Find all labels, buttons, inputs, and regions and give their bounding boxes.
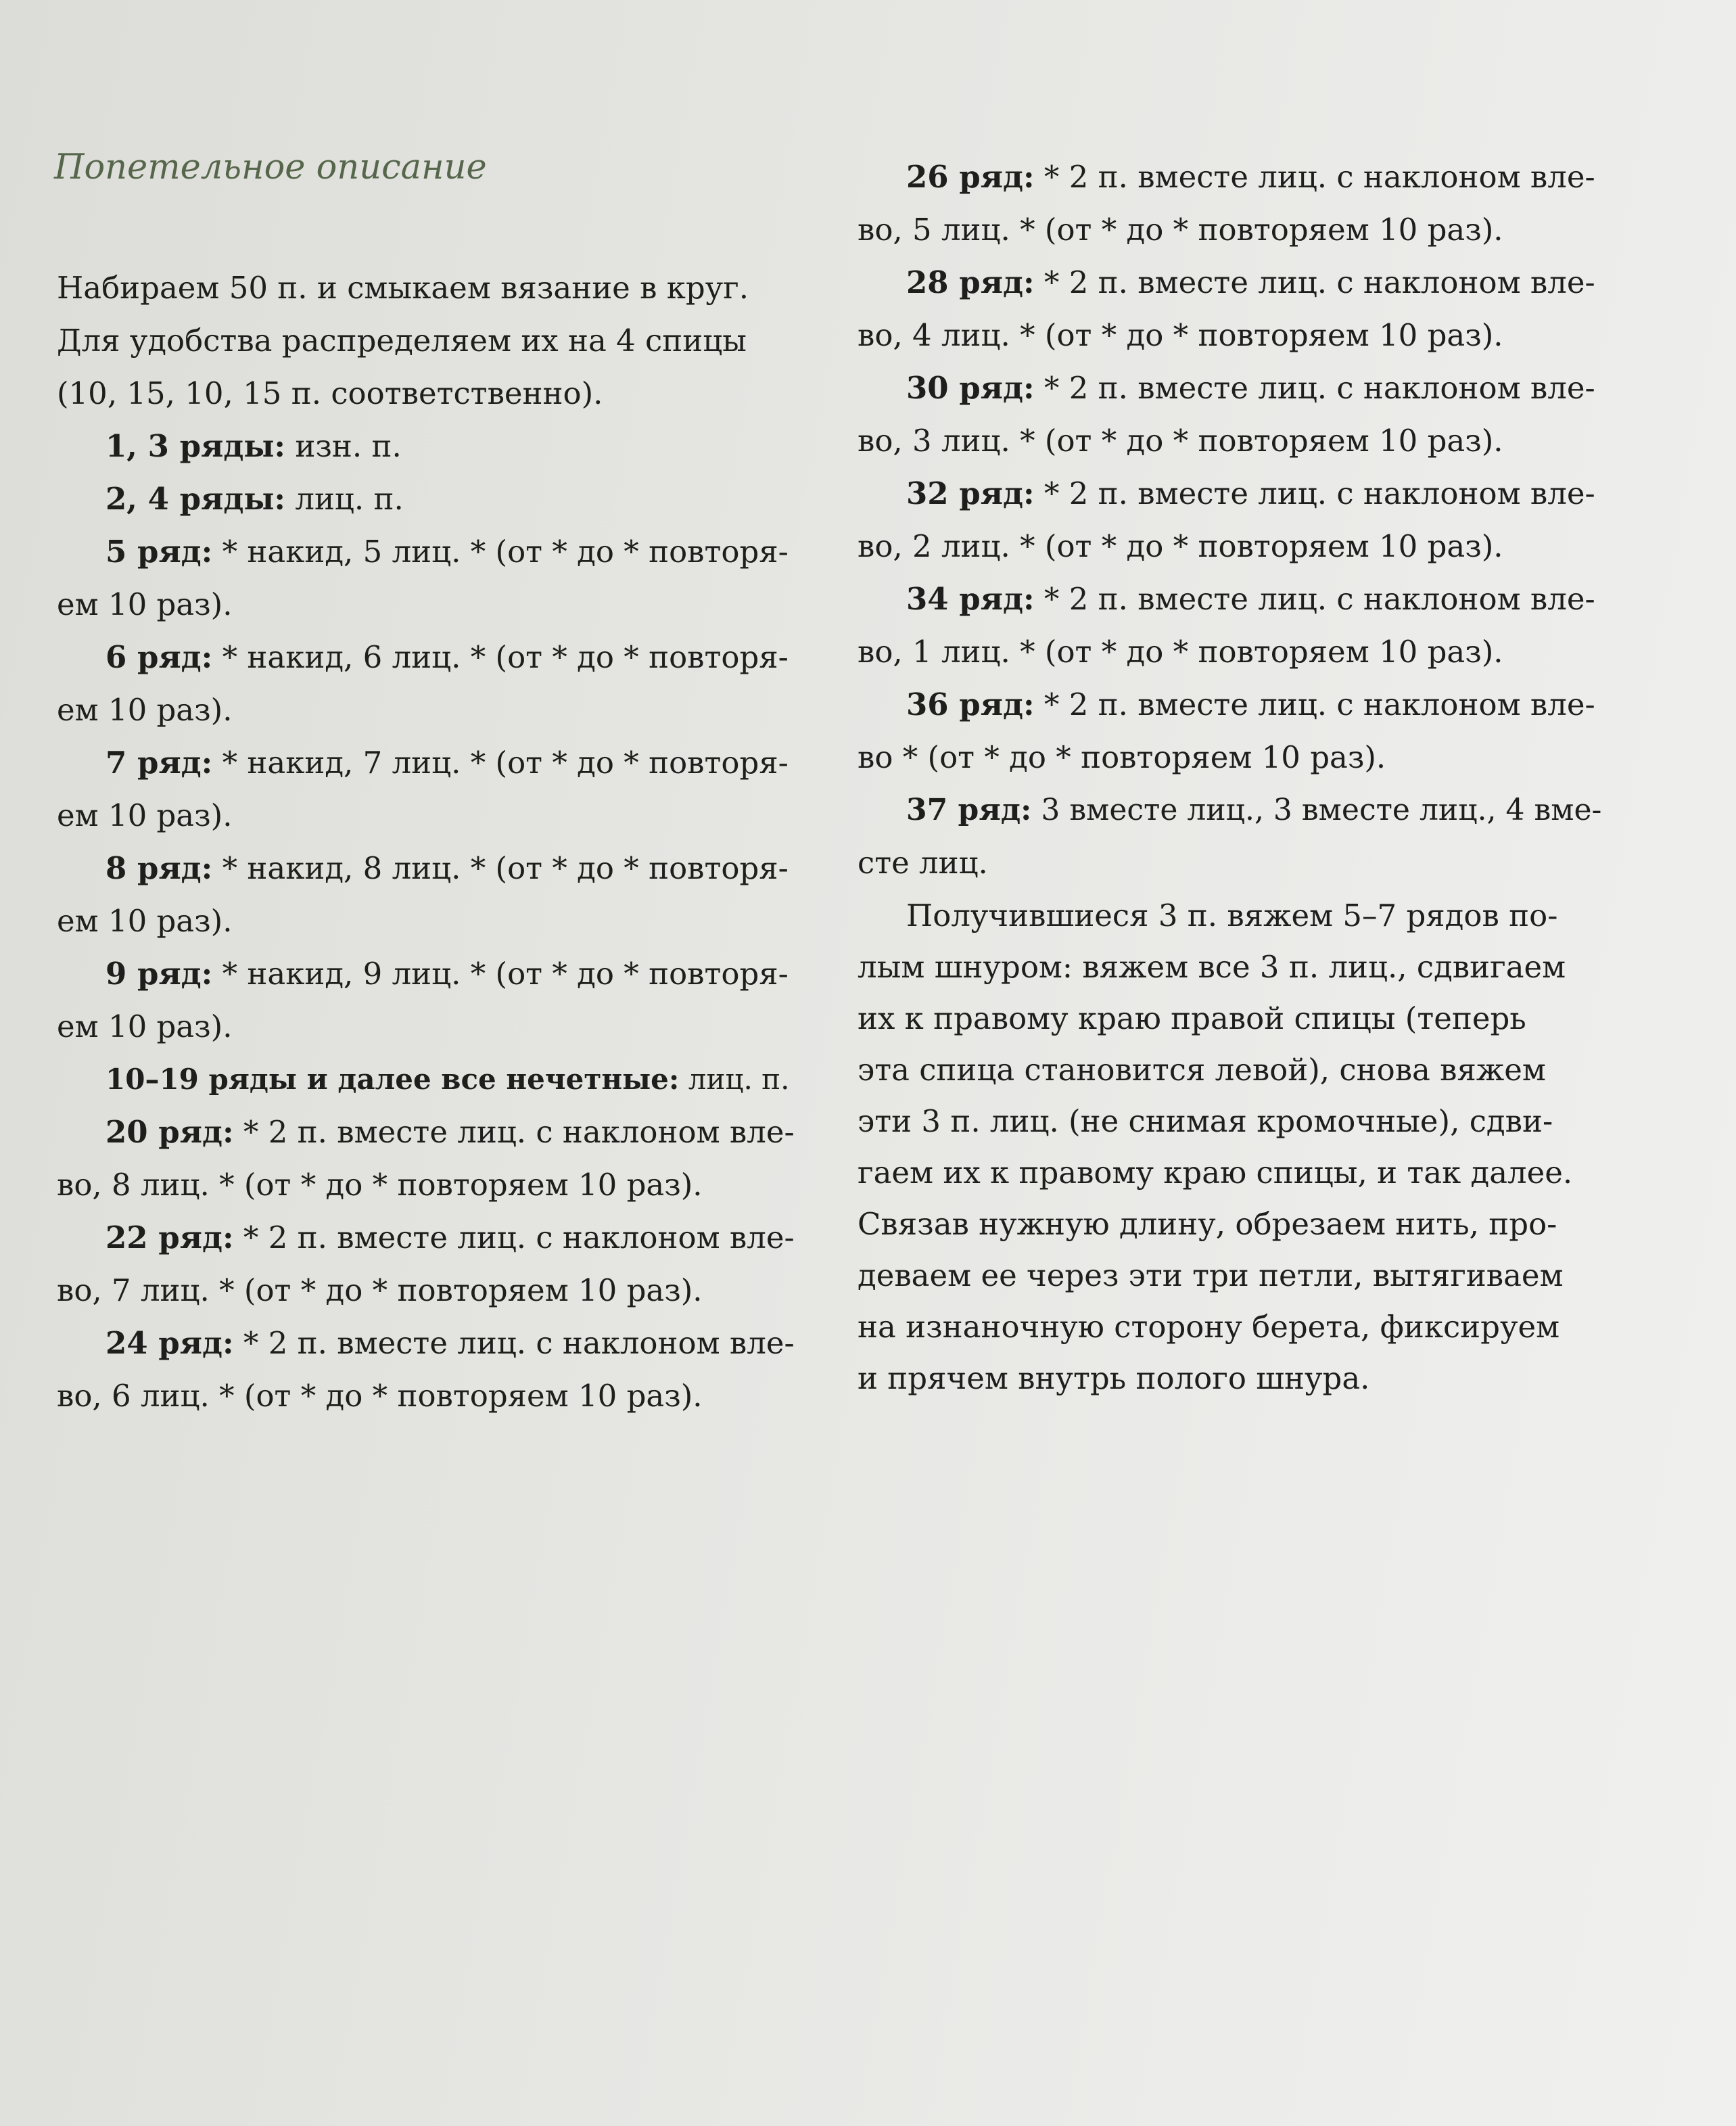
row-label: 7 ряд: [105,745,213,781]
row-instruction [906,579,1595,620]
row-instruction [105,1059,790,1100]
finish-paragraph-line: эти 3 п. лиц. (не снимая кромочные), сдви- [858,1103,1553,1139]
row-instruction [906,368,1595,409]
row-text: * 2 п. вместе лиц. с наклоном вле- [233,1114,795,1150]
row-label: 8 ряд: [105,850,213,886]
row-text: * 2 п. вместе лиц. с наклоном вле- [1034,370,1595,406]
finish-paragraph-line: и прячем внутрь полого шнура. [858,1360,1370,1396]
intro-line: Для удобства распределяем их на 4 спицы [57,323,747,359]
row-text: * 2 п. вместе лиц. с наклоном вле- [1034,264,1595,300]
row-continuation: ем 10 раз). [57,1009,233,1044]
row-instruction [105,637,789,678]
row-label: 10–19 ряды и далее все нечетные: [105,1063,680,1096]
row-instruction [105,1218,795,1258]
row-continuation: во, 1 лиц. * (от * до * повторяем 10 раз). [858,634,1503,670]
row-continuation: ем 10 раз). [57,798,233,833]
intro-line: (10, 15, 10, 15 п. соответственно). [57,375,603,411]
finish-paragraph-line: гаем их к правому краю спицы, и так далее. [858,1155,1573,1191]
row-label: 34 ряд: [906,581,1035,617]
row-label: 28 ряд: [906,264,1035,300]
row-instruction [906,685,1595,725]
row-text: изн. п. [285,428,402,464]
row-label: 36 ряд: [906,687,1035,722]
row-continuation: во, 6 лиц. * (от * до * повторяем 10 раз). [57,1378,703,1414]
row-text: * 2 п. вместе лиц. с наклоном вле- [233,1325,795,1361]
row-label: 32 ряд: [906,476,1035,511]
row-continuation: ем 10 раз). [57,692,233,728]
row-label: 26 ряд: [906,159,1035,195]
row-instruction [105,479,404,519]
row-instruction [105,1323,795,1364]
row-text: лиц. п. [679,1063,790,1096]
row-instruction [105,532,789,572]
section-heading: Попетельное описание [54,147,487,187]
row-instruction [906,473,1595,514]
finish-paragraph-line: эта спица становится левой), снова вяжем [858,1052,1546,1088]
row-text: * 2 п. вместе лиц. с наклоном вле- [233,1220,795,1255]
row-continuation: во, 3 лиц. * (от * до * повторяем 10 раз). [858,423,1503,459]
finish-paragraph-line: их к правому краю правой спицы (теперь [858,1000,1526,1036]
row-continuation: во, 5 лиц. * (от * до * повторяем 10 раз). [858,212,1503,248]
row-label: 5 ряд: [105,534,213,570]
row-label: 2, 4 ряды: [105,481,286,517]
row-text: * накид, 6 лиц. * (от * до * повторя- [212,639,789,675]
row-label: 37 ряд: [906,793,1032,827]
finish-paragraph-line: деваем ее через эти три петли, вытягиваем [858,1257,1564,1293]
row-text: * накид, 5 лиц. * (от * до * повторя- [212,534,789,570]
row-text: * 2 п. вместе лиц. с наклоном вле- [1034,687,1595,722]
row-instruction [105,426,402,467]
row-continuation: во, 7 лиц. * (от * до * повторяем 10 раз). [57,1272,703,1308]
row-continuation: во, 4 лиц. * (от * до * повторяем 10 раз). [858,317,1503,353]
row-text: * 2 п. вместе лиц. с наклоном вле- [1034,159,1595,195]
finish-paragraph-line: лым шнуром: вяжем все 3 п. лиц., сдвигаем [858,949,1566,985]
row-label: 20 ряд: [105,1114,234,1150]
finish-paragraph-line: Получившиеся 3 п. вяжем 5–7 рядов по- [906,898,1558,933]
row-instruction [105,743,789,783]
row-continuation: сте лиц. [858,845,988,881]
row-text: лиц. п. [285,481,404,517]
row-continuation: во, 8 лиц. * (от * до * повторяем 10 раз). [57,1167,703,1203]
row-label: 9 ряд: [105,956,213,992]
intro-line: Набираем 50 п. и смыкаем вязание в круг. [57,270,749,306]
row-text: 3 вместе лиц., 3 вместе лиц., 4 вме- [1031,793,1602,827]
row-text: * 2 п. вместе лиц. с наклоном вле- [1034,581,1595,617]
row-text: * накид, 7 лиц. * (от * до * повторя- [212,745,789,781]
row-label: 6 ряд: [105,639,213,675]
row-label: 24 ряд: [105,1325,234,1361]
finish-paragraph-line: на изнаночную сторону берета, фиксируем [858,1309,1560,1345]
row-label: 1, 3 ряды: [105,428,286,464]
row-instruction [906,262,1595,303]
row-instruction [105,954,789,994]
finish-paragraph-line: Связав нужную длину, обрезаем нить, про- [858,1206,1557,1242]
row-continuation: ем 10 раз). [57,903,233,939]
row-continuation: во, 2 лиц. * (от * до * повторяем 10 раз). [858,528,1503,564]
row-instruction [906,157,1595,198]
row-instruction [105,1112,795,1153]
row-label: 30 ряд: [906,370,1035,406]
row-instruction [906,790,1601,831]
row-instruction [105,848,789,889]
row-continuation: во * (от * до * повторяем 10 раз). [858,739,1386,775]
row-text: * накид, 9 лиц. * (от * до * повторя- [212,956,789,992]
row-label: 22 ряд: [105,1220,234,1255]
row-text: * накид, 8 лиц. * (от * до * повторя- [212,850,789,886]
row-text: * 2 п. вместе лиц. с наклоном вле- [1034,476,1595,511]
row-continuation: ем 10 раз). [57,586,233,622]
